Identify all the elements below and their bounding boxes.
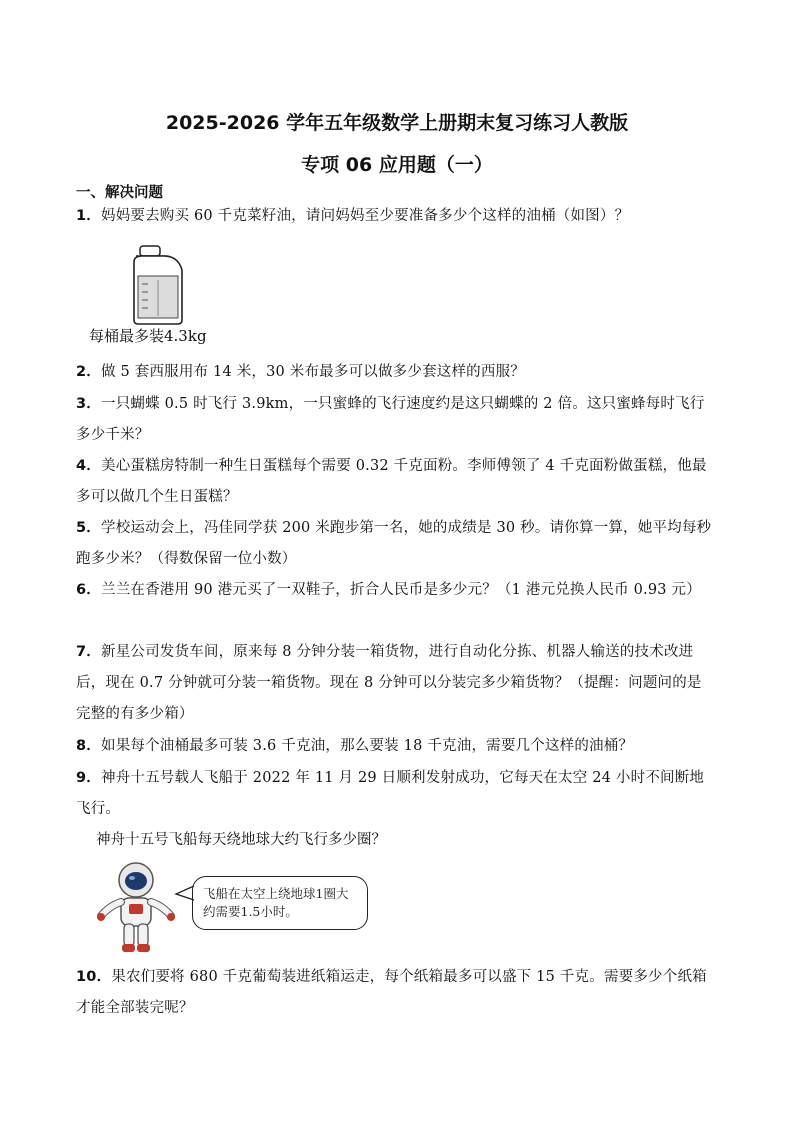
question-4: 4．美心蛋糕房特制一种生日蛋糕每个需要 0.32 千克面粉。李师傅领了 4 千克面粉做蛋糕，他最多可以做几个生日蛋糕？ [76,458,707,505]
question-10: 10．果农们要将 680 千克葡萄装进纸箱运走，每个纸箱最多可以盛下 15 千克。需要多少个纸箱才能全部装完呢？ [76,969,707,1016]
page-title: 2025-2026 学年五年级数学上册期末复习练习人教版 [165,112,629,134]
question-9: 9．神舟十五号载人飞船于 2022 年 11 月 29 日顺利发射成功，它每天在太空 24 小时不间断地飞行。 [76,770,705,817]
question-7: 7．新星公司发货车间，原来每 8 分钟分装一箱货物，进行自动化分拣、机器人输送的技术改进后，现在 0.7 分钟就可分装一箱货物。现在 8 分钟可以分装完多少箱货物？（提醒：问题问的是完整的有多少箱） [76,644,702,722]
question-5: 5．学校运动会上，冯佳同学获 200 米跑步第一名，她的成绩是 30 秒。请你算一算，她平均每秒跑多少米？（得数保留一位小数） [76,520,712,567]
question-8: 8．如果每个油桶最多可装 3.6 千克油，那么要装 18 千克油，需要几个这样的油桶？ [76,738,634,754]
oil-bottle-icon [128,244,192,326]
bottle-caption: 每桶最多装4.3kg [89,327,207,345]
speech-bubble: 飞船在太空上绕地球1圈大约需要1.5小时。 [192,876,368,930]
section-heading: 一、解决问题 [76,185,163,201]
question-3: 3．一只蝴蝶 0.5 时飞行 3.9km，一只蜜蜂的飞行速度约是这只蝴蝶的 2 倍。这只蜜蜂每时飞行多少千米？ [76,396,705,443]
question-9-subquestion: 神舟十五号飞船每天绕地球大约飞行多少圈？ [96,832,386,848]
question-6: 6．兰兰在香港用 90 港元买了一双鞋子，折合人民币是多少元？（1 港元兑换人民币 0.93 元） [76,582,701,598]
question-1: 1．妈妈要去购买 60 千克菜籽油，请问妈妈至少要准备多少个这样的油桶（如图）？ [76,208,630,224]
astronaut-icon [95,860,177,956]
page-subtitle: 专项 06 应用题（一） [301,154,493,176]
question-2: 2．做 5 套西服用布 14 米，30 米布最多可以做多少套这样的西服？ [76,364,525,380]
